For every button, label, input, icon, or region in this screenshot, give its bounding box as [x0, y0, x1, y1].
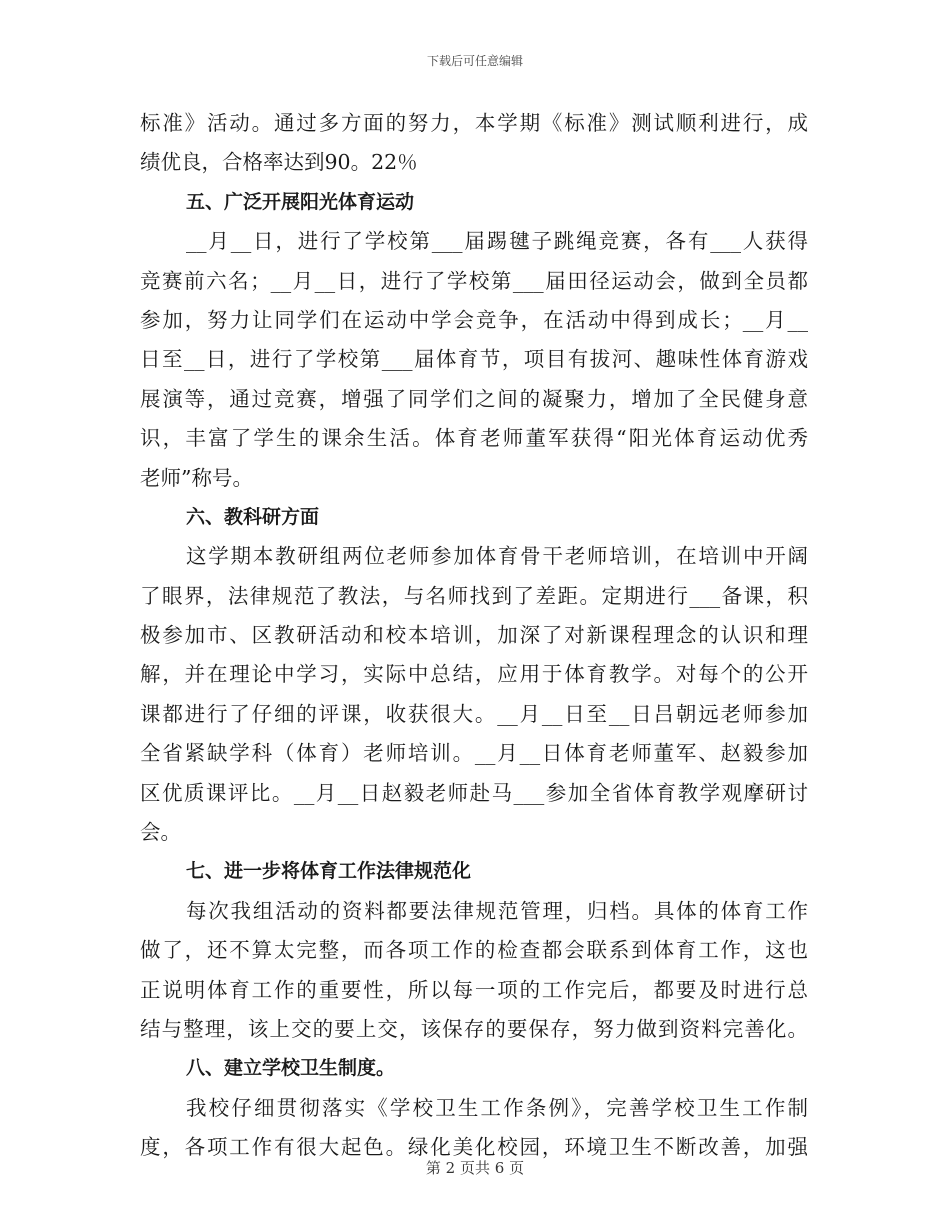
text-line: 日至__日，进行了学校第___届体育节，项目有拔河、趣味性体育游戏 [140, 347, 808, 372]
text-line: 区优质课评比。__月__日赵毅老师赴马___参加全省体育教学观摩研讨 [140, 780, 808, 805]
text-line: 做了，还不算太完整，而各项工作的检查都会联系到体育工作，这也 [140, 938, 808, 963]
section-heading: 七、进一步将体育工作法律规范化 [186, 860, 472, 883]
text-line: 展演等，通过竞赛，增强了同学们之间的凝聚力，增加了全民健身意 [140, 386, 808, 411]
document-body [140, 104, 808, 1168]
text-line: 这学期本教研组两位老师参加体育骨干老师培训，在培训中开阔 [186, 544, 808, 569]
text-line: 了眼界，法律规范了教法，与名师找到了差距。定期进行___备课，积 [140, 583, 808, 608]
text-line: 课都进行了仔细的评课，收获很大。__月__日至__日吕朝远老师参加 [140, 701, 808, 726]
text-line: 绩优良，合格率达到90。22％ [140, 150, 418, 175]
text-line: 全省紧缺学科（体育）老师培训。__月__日体育老师董军、赵毅参加 [140, 741, 808, 766]
text-line: 解，并在理论中学习，实际中总结，应用于体育教学。对每个的公开 [140, 662, 808, 687]
text-line: 度，各项工作有很大起色。绿化美化校园，环境卫生不断改善，加强 [140, 1135, 808, 1160]
text-line: 参加，努力让同学们在运动中学会竞争，在活动中得到成长；__月__ [140, 307, 808, 332]
text-line: 会。 [140, 820, 181, 845]
text-line: 竞赛前六名；__月__日，进行了学校第___届田径运动会，做到全员都 [140, 268, 808, 293]
section-heading: 六、教科研方面 [186, 505, 320, 528]
section-heading: 五、广泛开展阳光体育运动 [186, 190, 415, 213]
text-line: 每次我组活动的资料都要法律规范管理，归档。具体的体育工作 [186, 898, 808, 923]
text-line: 极参加市、区教研活动和校本培训，加深了对新课程理念的认识和理 [140, 623, 808, 648]
text-line: 识，丰富了学生的课余生活。体育老师董军获得“阳光体育运动优秀 [140, 426, 808, 451]
text-line: __月__日，进行了学校第___届踢毽子跳绳竞赛，各有___人获得 [186, 229, 808, 254]
text-line: 正说明体育工作的重要性，所以每一项的工作完后，都要及时进行总 [140, 977, 808, 1002]
page-header: 下载后可任意编辑 [426, 54, 523, 68]
text-line: 结与整理，该上交的要上交，该保存的要保存，努力做到资料完善化。 [140, 1016, 808, 1041]
text-line: 老师”称号。 [140, 465, 253, 490]
text-line: 我校仔细贯彻落实《学校卫生工作条例》，完善学校卫生工作制 [186, 1095, 808, 1120]
page-footer: 第 2 页共 6 页 [425, 1159, 525, 1177]
section-heading: 八、建立学校卫生制度。 [186, 1057, 396, 1080]
text-line: 标准》活动。通过多方面的努力，本学期《标准》测试顺利进行，成 [140, 111, 808, 135]
